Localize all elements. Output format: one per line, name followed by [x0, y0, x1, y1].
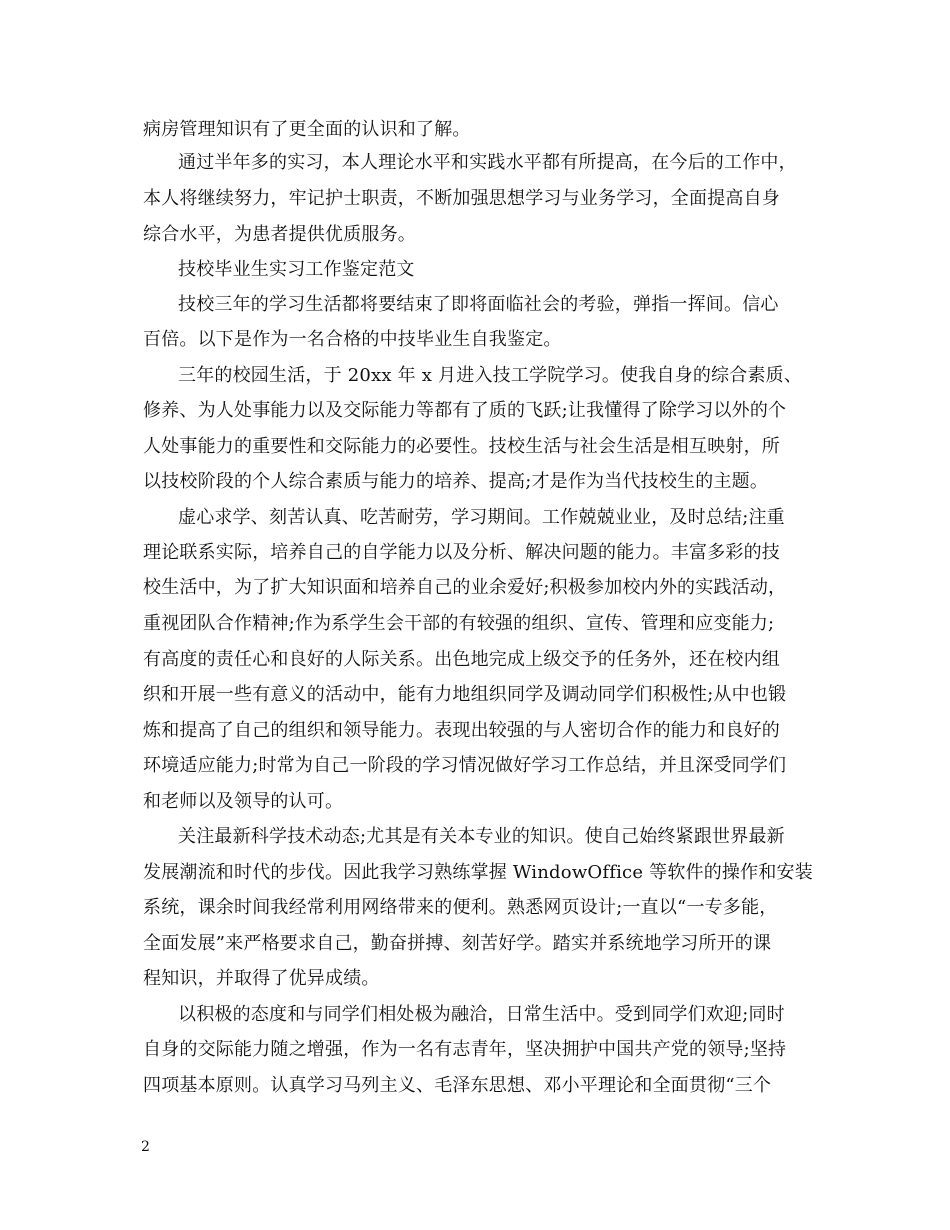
text-line: 修养、为人处事能力以及交际能力等都有了质的飞跃;让我懂得了除学习以外的个 [143, 400, 787, 421]
text-line: 和老师以及领导的认可。 [143, 791, 344, 812]
text-line: 虚心求学、刻苦认真、吃苦耐劳，学习期间。工作兢兢业业，及时总结;注重 [178, 507, 785, 528]
text-line: 重视团队合作精神;作为系学生会干部的有较强的组织、宣传、管理和应变能力; [143, 613, 775, 634]
section-title: 技校毕业生实习工作鉴定范文 [178, 259, 415, 280]
text-line: 通过半年多的实习，本人理论水平和实践水平都有所提高，在今后的工作中， [178, 152, 797, 173]
text-line: 自身的交际能力随之增强，作为一名有志青年，坚决拥护中国共产党的领导;坚持 [143, 1039, 787, 1060]
text-line: 人处事能力的重要性和交际能力的必要性。技校生活与社会生活是相互映射，所 [143, 436, 780, 457]
text-line: 炼和提高了自己的组织和领导能力。表现出较强的与人密切合作的能力和良好的 [143, 720, 780, 741]
text-line: 织和开展一些有意义的活动中，能有力地组织同学及调动同学们积极性;从中也锻 [143, 684, 787, 705]
text-line: 环境适应能力;时常为自己一阶段的学习情况做好学习工作总结，并且深受同学们 [143, 755, 787, 776]
text-line: 综合水平，为患者提供优质服务。 [143, 224, 416, 245]
text-line: 病房管理知识有了更全面的认识和了解。 [143, 119, 471, 140]
text-line: 关注最新科学技术动态;尤其是有关本专业的知识。使自己始终紧跟世界最新 [178, 826, 785, 847]
text-line: 理论联系实际，培养自己的自学能力以及分析、解决问题的能力。丰富多彩的技 [143, 542, 780, 563]
text-line: 本人将继续努力，牢记护士职责，不断加强思想学习与业务学习，全面提高自身 [143, 188, 780, 209]
text-line: 以积极的态度和与同学们相处极为融洽，日常生活中。受到同学们欢迎;同时 [178, 1004, 785, 1025]
text-line: 技校三年的学习生活都将要结束了即将面临社会的考验，弹指一挥间。信心 [178, 294, 779, 315]
page-number: 2 [141, 1139, 150, 1155]
text-line: 程知识，并取得了优异成绩。 [143, 968, 380, 989]
text-line: 三年的校园生活，于 20xx 年 x 月进入技工学院学习。使我自身的综合素质、 [178, 365, 803, 386]
text-line: 四项基本原则。认真学习马列主义、毛泽东思想、邓小平理论和全面贯彻“三个 [143, 1075, 772, 1096]
text-line: 以技校阶段的个人综合素质与能力的培养、提高;才是作为当代技校生的主题。 [143, 471, 769, 492]
text-line: 全面发展”来严格要求自己，勤奋拼搏、刻苦好学。踏实并系统地学习所开的课 [143, 933, 772, 954]
text-line: 有高度的责任心和良好的人际关系。出色地完成上级交予的任务外，还在校内组 [143, 649, 780, 670]
text-line: 发展潮流和时代的步伐。因此我学习熟练掌握 WindowOffice 等软件的操作和安装 [143, 862, 813, 883]
text-line: 系统，课余时间我经常利用网络带来的便利。熟悉网页设计;一直以“一专多能， [143, 897, 778, 918]
text-line: 校生活中，为了扩大知识面和培养自己的业余爱好;积极参加校内外的实践活动， [143, 577, 787, 598]
text-line: 百倍。以下是作为一名合格的中技毕业生自我鉴定。 [143, 329, 562, 350]
